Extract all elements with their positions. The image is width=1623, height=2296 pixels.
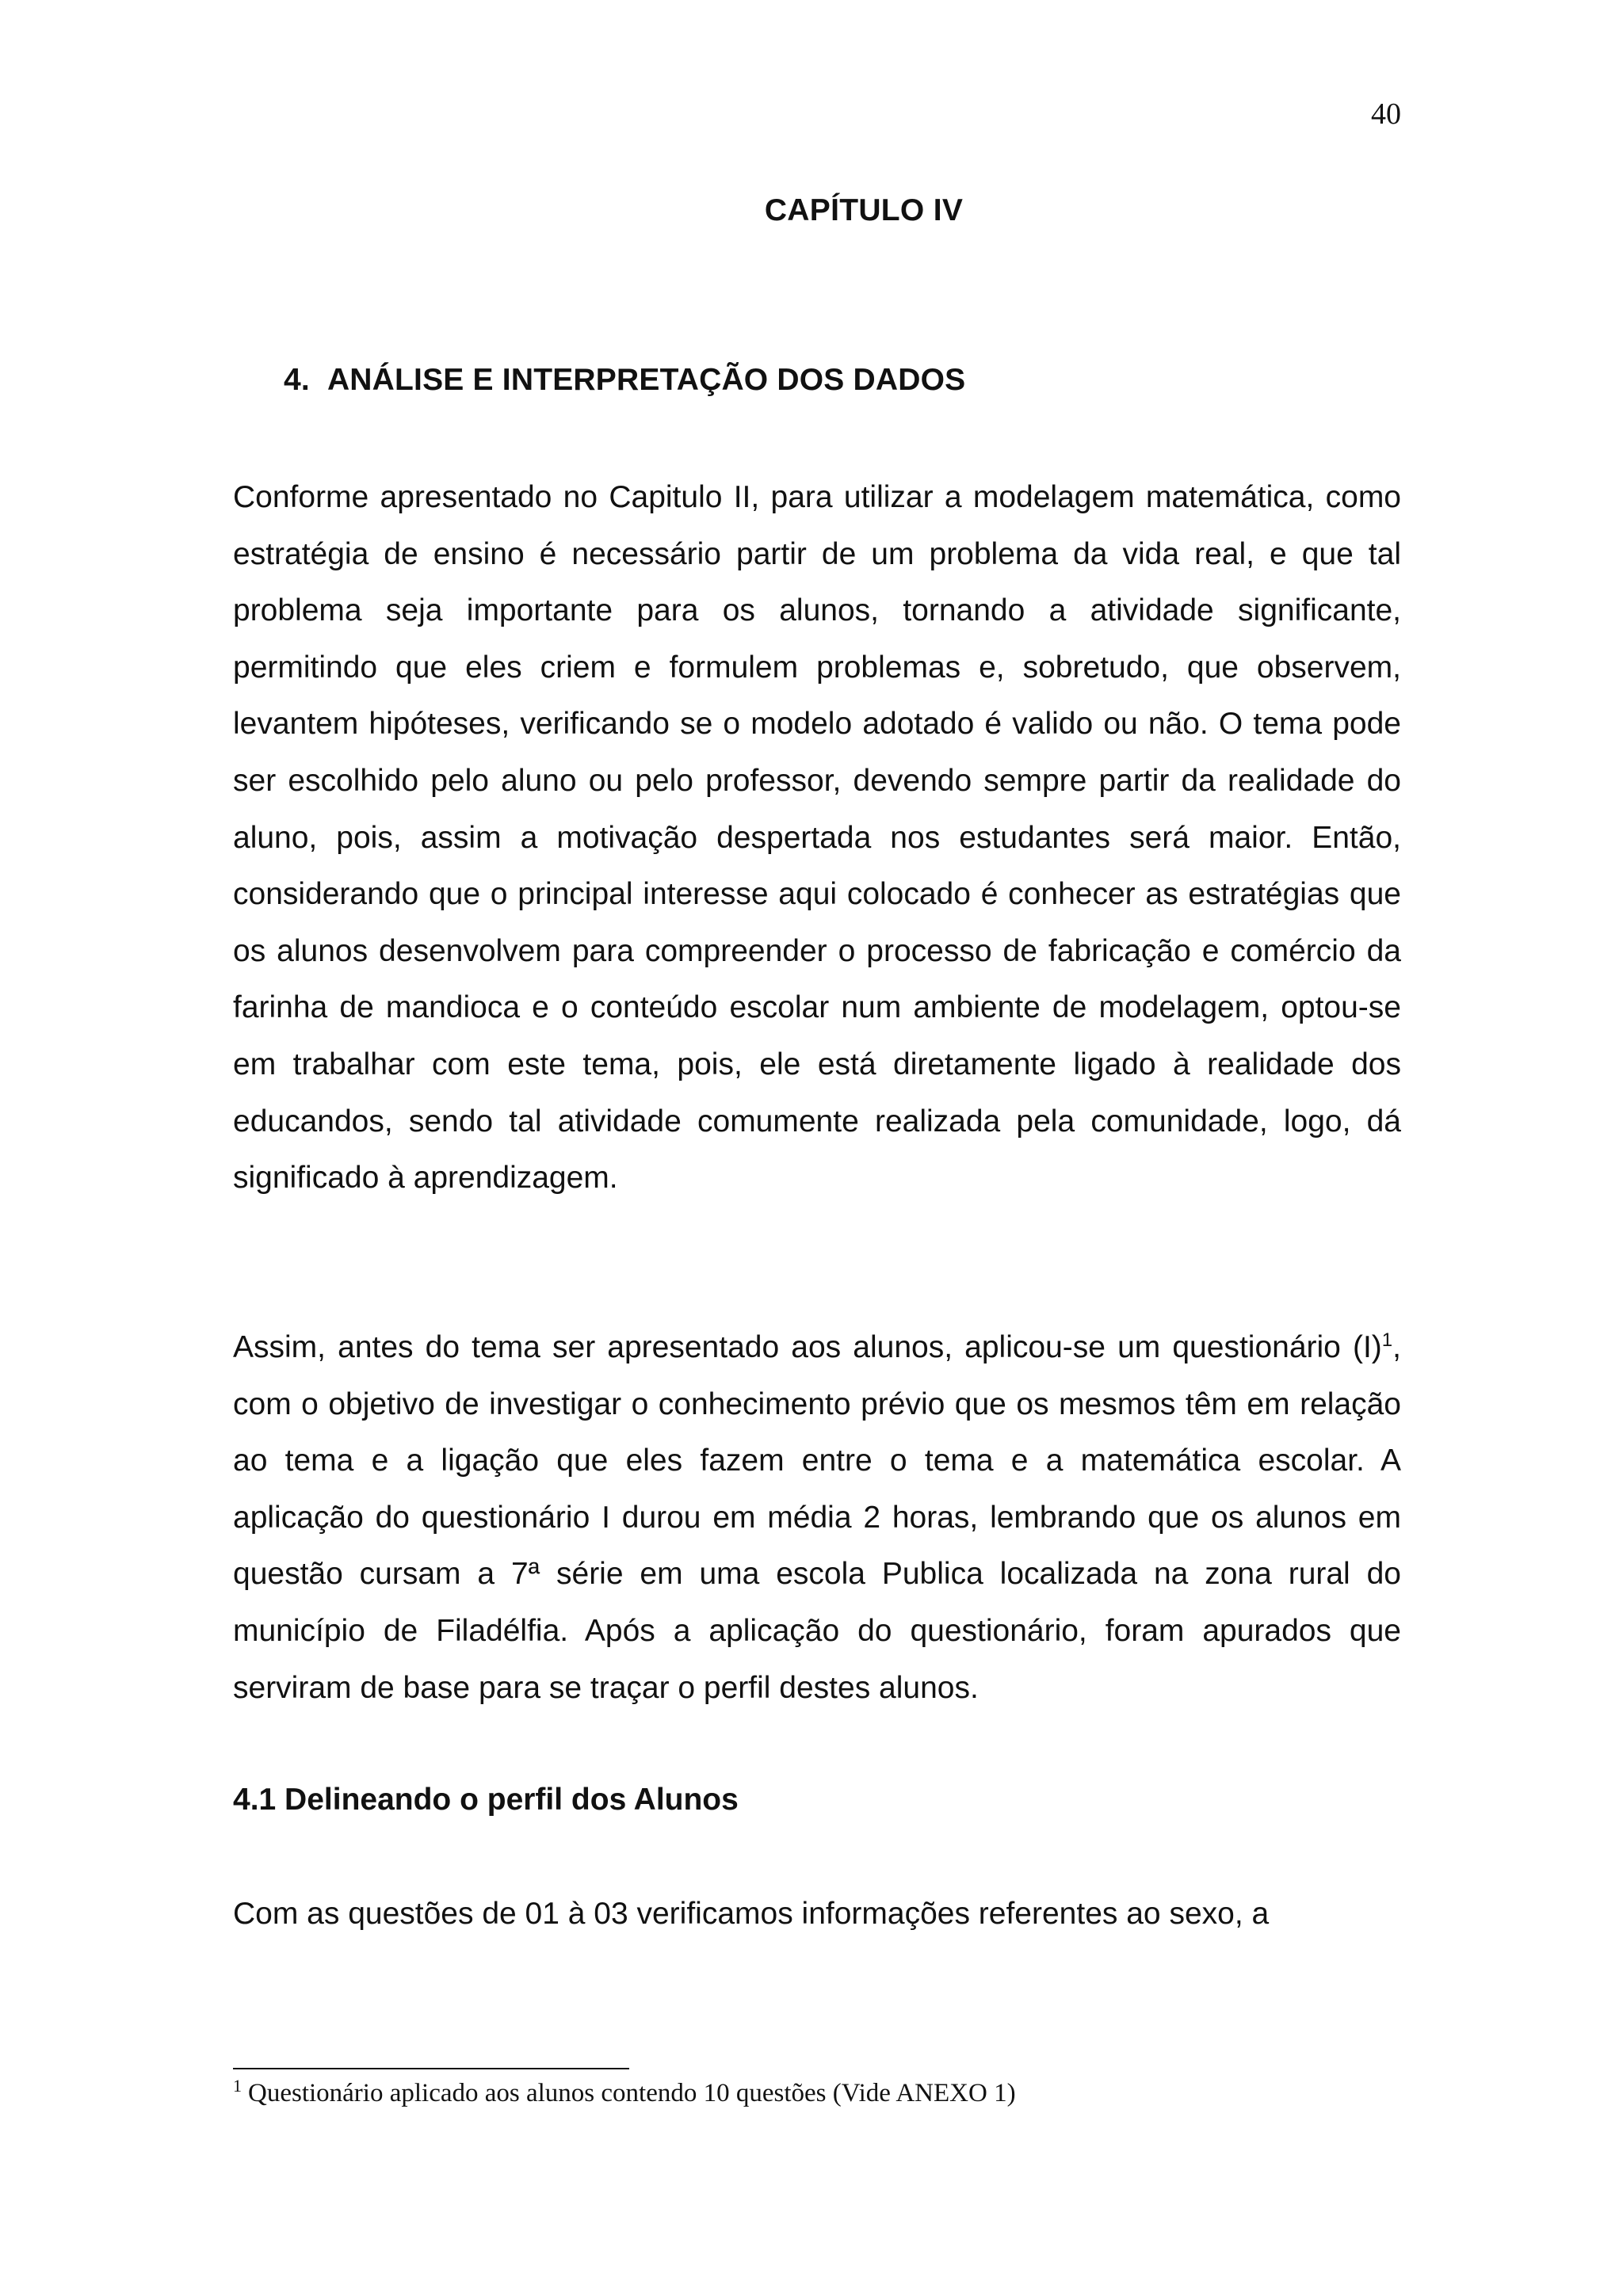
- footnote-text: Questionário aplicado aos alunos contendo 10 questões (Vide ANEXO 1): [248, 2079, 1016, 2107]
- chapter-title: CAPÍTULO IV: [764, 193, 964, 227]
- footnote: [233, 2076, 1016, 2108]
- subsection-heading: 4.1 Delineando o perfil dos Alunos: [233, 1783, 739, 1817]
- section-number: 4.: [284, 363, 310, 397]
- paragraph-2-text-before-note: Assim, antes do tema ser apresentado aos alunos, aplicou-se um questionário (I): [233, 1330, 1382, 1364]
- footnote-reference: 1: [1381, 1329, 1393, 1351]
- body-paragraph-3: Com as questões de 01 à 03 verificamos informações referentes ao sexo, a: [233, 1897, 1270, 1931]
- footnote-divider: [233, 2068, 629, 2069]
- footnote-marker: 1: [233, 2076, 242, 2096]
- paragraph-2-text-after-note: , com o objetivo de investigar o conhecimento prévio que os mesmos têm em relação ao tema e a ligação que eles fazem entre o tema e a matemática escolar. A aplicação do questionário I durou em média 2 horas, lembrando que os alunos em questão cursam a 7ª série em uma escola Publica localizada na zona rural do município de Filadélfia. Após a aplicação do questionário, foram apurados que serviram de base para se traçar o perfil destes alunos.: [233, 1330, 1401, 1705]
- body-paragraph-2: [233, 1319, 1401, 1716]
- section-title: ANÁLISE E INTERPRETAÇÃO DOS DADOS: [327, 363, 966, 397]
- page-number: 40: [1371, 97, 1401, 131]
- section-heading: [284, 363, 965, 398]
- body-paragraph-1: Conforme apresentado no Capitulo II, para utilizar a modelagem matemática, como estratégia de ensino é necessário partir de um problema da vida real, e que tal problema seja importante para os alunos, tornando a atividade significante, permitindo que eles criem e formulem problemas e, sobretudo, que observem, levantem hipóteses, verificando se o modelo adotado é valido ou não. O tema pode ser escolhido pelo aluno ou pelo professor, devendo sempre partir da realidade do aluno, pois, assim a motivação despertada nos estudantes será maior. Então, considerando que o principal interesse aqui colocado é conhecer as estratégias que os alunos desenvolvem para compreender o processo de fabricação e comércio da farinha de mandioca e o conteúdo escolar num ambiente de modelagem, optou-se em trabalhar com este tema, pois, ele está diretamente ligado à realidade dos educandos, sendo tal atividade comumente realizada pela comunidade, logo, dá significado à aprendizagem.: [233, 480, 1401, 1196]
